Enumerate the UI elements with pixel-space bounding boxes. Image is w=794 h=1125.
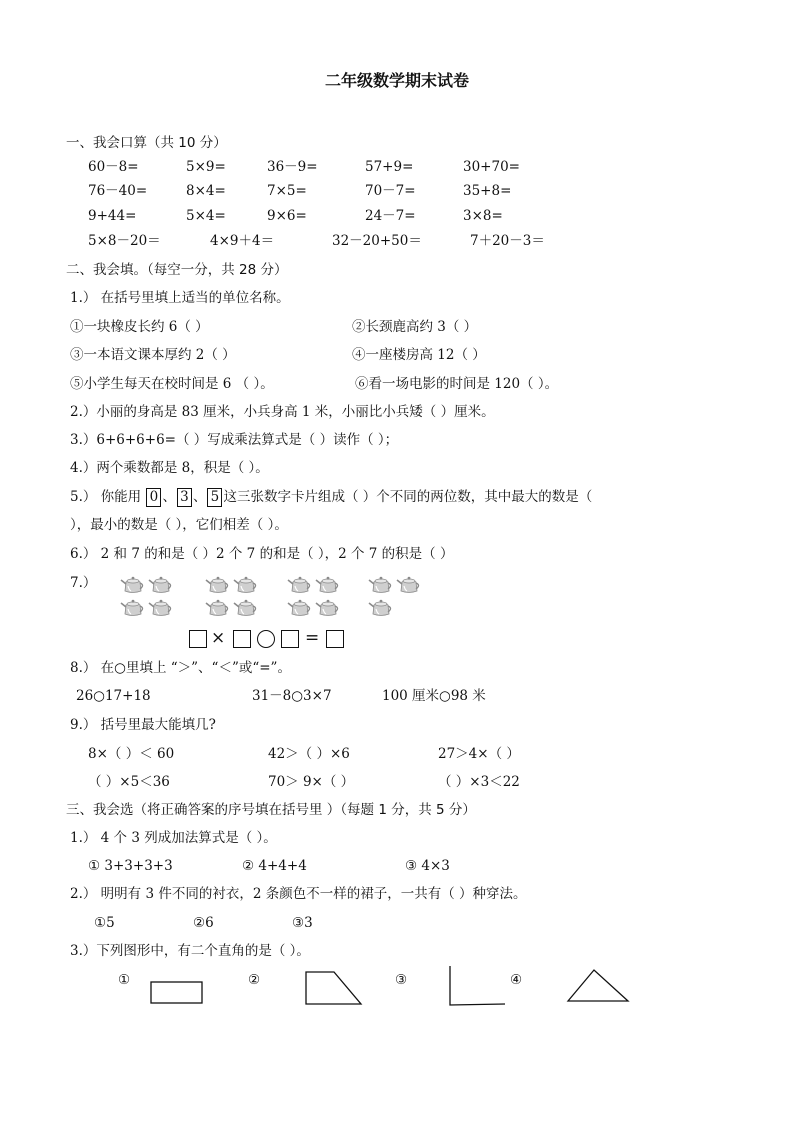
calc-item: 35+8= [463,183,512,199]
option-mark: ② [248,972,261,988]
calc-item: 5×4= [186,208,226,224]
compare-item: 31－8○3×7 [252,688,332,704]
fill-item: （ ）×5＜36 [88,774,170,790]
question-2-8-stem: 8.） 在○里填上 “＞”、“＜”或“=”。 [70,660,291,676]
question-2-5-suffix: 这三张数字卡片组成（ ）个不同的两位数，其中最大的数是（ [223,489,593,505]
teapot-icon [205,597,231,617]
teapot-icon [315,597,341,617]
teapot-icon [148,597,174,617]
teapot-icon [315,574,341,594]
calc-item: 3×8= [463,208,503,224]
question-2-5 [70,488,592,507]
calc-item: 30+70= [463,159,520,175]
teapot-icon [396,574,422,594]
fill-item: （ ）×3＜22 [438,774,520,790]
rectangle-shape [150,981,204,1005]
teapot-icon [287,574,313,594]
calc-item: 60－8= [88,159,139,175]
section-2-heading: 二、我会填。（每空一分，共 28 分） [66,262,288,278]
question-3-1-stem: 1.） 4 个 3 列成加法算式是（ ）。 [70,830,277,846]
question-2-5-prefix: 5.） 你能用 [70,489,146,505]
teapot-icon [233,597,259,617]
question-2-1-stem: 1.） 在括号里填上适当的单位名称。 [70,290,290,306]
calc-item: 32－20+50＝ [332,233,422,249]
calc-item: 5×8－20＝ [88,233,161,249]
triangle-shape [566,968,630,1004]
card-separator: 、 [192,489,207,505]
question-2-7-label: 7.） [70,575,97,591]
calc-item: 4×9＋4＝ [210,233,275,249]
question-2-4: 4.）两个乘数都是 8，积是（ ）。 [70,460,269,476]
section-3-heading: 三、我会选（将正确答案的序号填在括号里 ）（每题 1 分，共 5 分） [66,802,476,818]
question-2-1-b: ②长颈鹿高约 3（ ） [352,319,478,335]
option: ①5 [94,915,115,931]
option-mark: ③ [395,972,408,988]
fill-item: 42＞（ ）×6 [268,746,350,762]
card-separator: 、 [162,489,176,505]
equals-sign: = [305,628,320,648]
question-2-5-line-2: ），最小的数是（ ），它们相差（ ）。 [70,517,288,533]
teapot-icon [287,597,313,617]
question-2-3: 3.）6+6+6+6=（ ）写成乘法算式是（ ）读作（ ）； [70,432,399,448]
teapot-icon [120,574,146,594]
question-2-1-c: ③一本语文课本厚约 2（ ） [70,347,236,363]
section-1-heading: 一、我会口算（共 10 分） [66,135,227,151]
question-2-1-e: ⑤小学生每天在校时间是 6 （ ）。 [70,376,274,392]
calc-item: 24－7= [365,208,416,224]
calc-item: 9×6= [267,208,307,224]
question-2-1-f: ⑥看一场电影的时间是 120（ ）。 [355,376,559,392]
fill-item: 27＞4×（ ） [438,746,520,762]
question-3-3-stem: 3.）下列图形中，有二个直角的是（ ）。 [70,943,310,959]
answer-box [189,630,207,648]
option: ② 4+4+4 [242,858,307,874]
right-angle-shape [448,965,508,1007]
digit-card-5: 5 [207,488,222,507]
answer-box [281,630,299,648]
calc-item: 36－9= [267,159,318,175]
page-title: 二年级数学期末试卷 [324,71,469,90]
calc-item: 70－7= [365,183,416,199]
compare-item: 26○17+18 [76,688,151,704]
teapot-icon [148,574,174,594]
compare-circle [257,630,275,648]
answer-box [233,630,251,648]
option: ②6 [193,915,214,931]
question-3-2-stem: 2.） 明明有 3 件不同的衬衣，2 条颜色不一样的裙子，一共有（ ）种穿法。 [70,886,527,902]
teapot-icon [120,597,146,617]
calc-item: 8×4= [186,183,226,199]
fill-item: 70＞ 9×（ ） [268,774,355,790]
question-2-1-a: ①一块橡皮长约 6（ ） [70,319,209,335]
teapot-icon [233,574,259,594]
answer-box [326,630,344,648]
fill-item: 8×（ ）＜ 60 [88,746,175,762]
calc-item: 9+44= [88,208,137,224]
trapezoid-shape [304,970,364,1006]
question-2-2: 2.）小丽的身高是 83 厘米，小兵身高 1 米，小丽比小兵矮（ ）厘米。 [70,404,495,420]
teapot-icon [368,574,394,594]
option: ③ 4×3 [405,858,450,874]
times-sign: × [211,628,226,648]
digit-card-3: 3 [177,488,192,507]
calc-item: 76－40= [88,183,148,199]
option-mark: ④ [510,972,523,988]
question-2-6: 6.） 2 和 7 的和是（ ）2 个 7 的和是（ ），2 个 7 的积是（ ） [70,546,454,562]
compare-item: 100 厘米○98 米 [382,688,486,704]
teapot-icon [368,597,394,617]
teapot-icon [205,574,231,594]
question-2-1-d: ④一座楼房高 12（ ） [352,347,486,363]
question-2-9-stem: 9.） 括号里最大能填几? [70,717,216,733]
calc-item: 5×9= [186,159,226,175]
option: ① 3+3+3+3 [88,858,173,874]
calc-item: 7×5= [267,183,307,199]
digit-card-0: 0 [146,488,161,507]
option-mark: ① [118,972,131,988]
calc-item: 7＋20－3＝ [470,233,545,249]
calc-item: 57+9= [365,159,414,175]
option: ③3 [292,915,313,931]
